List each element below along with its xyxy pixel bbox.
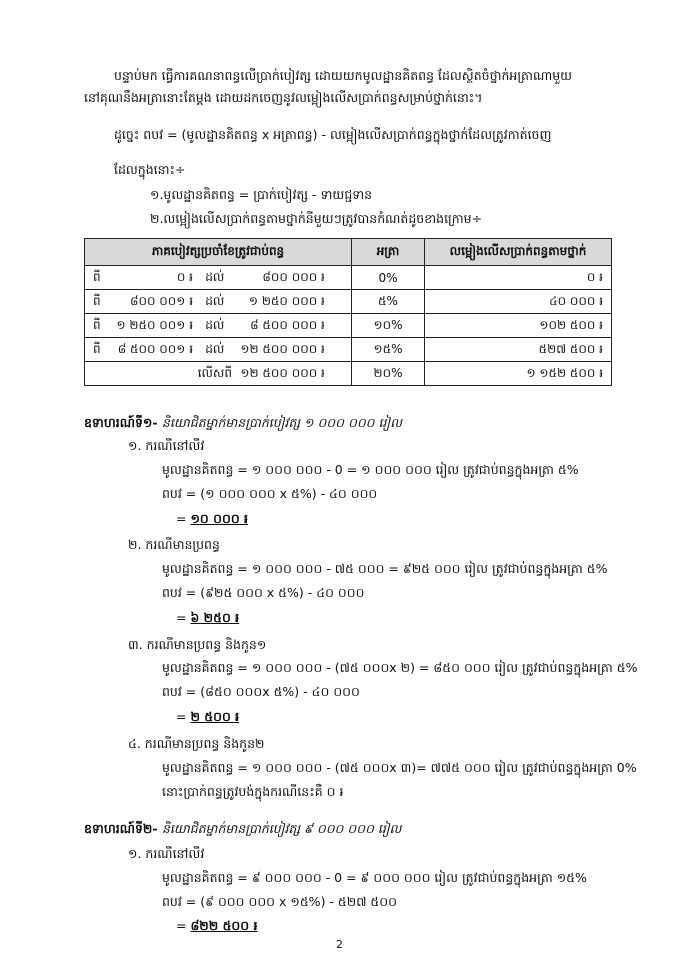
case-calc: ពបវ = (៩ ០០០ ០០០ x ១៥%) - ៥២៧ ៥០០ xyxy=(162,894,397,909)
header-income-range: ភាគបៀវត្សប្រចាំខែត្រូវជាប់ពន្ធ xyxy=(85,239,352,266)
intro-line-2: នៅគុណនឹងអត្រានោះតែម្តង ដោយដកចេញនូវលម្អៀងលើសប្រាក់ពន្ធសម្រាប់ថ្នាក់នោះ។ xyxy=(84,90,483,105)
case-heading: ៤. ករណីមានប្រពន្ធ និងកូន២ xyxy=(128,736,265,751)
rate-cell: ១០% xyxy=(352,314,425,338)
table-row xyxy=(85,314,612,338)
range-from: ពី xyxy=(93,317,101,332)
range-to: ដល់ xyxy=(205,269,225,284)
range-cell xyxy=(85,314,352,338)
header-deduction: លម្អៀងលើសប្រាក់ពន្ធតាមថ្នាក់ xyxy=(425,239,612,266)
case-result: = ៨២២ ៥០០ ៛ xyxy=(176,918,258,933)
tax-rate-table xyxy=(84,238,612,386)
case-calc: ពបវ = (៨៥០ ០០០x ៥%) - ៤០ ០០០ xyxy=(162,684,360,699)
case-base: មូលដ្ឋានគិតពន្ធ = ១ ០០០ ០០០ - ៧៥ ០០០ = ៩២៥ ០០០ រៀល ត្រូវជាប់ពន្ធក្នុងអត្រា ៥% xyxy=(162,561,608,576)
range-to: ដល់ xyxy=(205,341,225,356)
definition-2: ២.លម្អៀងលើសប្រាក់ពន្ធតាមថ្នាក់នីមួយៗត្រូវបានកំណត់ដូចខាងក្រោម÷ xyxy=(150,211,483,226)
case-note: នោះប្រាក់ពន្ធត្រូវបង់ក្នុងករណីនេះគឺ ០ ៛ xyxy=(162,784,344,799)
range-from: ពី xyxy=(93,341,101,356)
range-cell xyxy=(85,338,352,362)
range-low: ១ ២៥០ ០០១ ៛ xyxy=(116,317,193,332)
range-high: ១២ ៥០០ ០០០ ៛ xyxy=(240,365,325,380)
range-cell xyxy=(85,290,352,314)
table-row xyxy=(85,266,612,290)
table-row xyxy=(85,362,612,386)
range-high: ១២ ៥០០ ០០០ ៛ xyxy=(240,341,325,356)
example-2-title: និយោជិតម្នាក់មានប្រាក់បៀវត្ស ៩ ០០០ ០០០ រៀល xyxy=(161,821,402,836)
example-2-heading xyxy=(84,820,401,838)
case-heading: ៣. ករណីមានប្រពន្ធ និងកូន១ xyxy=(128,637,267,652)
case-base: មូលដ្ឋានគិតពន្ធ = ៩ ០០០ ០០០ - 0 = ៩ ០០០ ០០០ រៀល ត្រូវជាប់ពន្ធក្នុងអត្រា ១៥% xyxy=(162,870,587,885)
case-heading: ១. ករណីនៅលីវ xyxy=(128,846,205,861)
range-high: ១ ២៥០ ០០០ ៛ xyxy=(248,293,325,308)
intro-line-1: បន្ទាប់មក ធ្វើការគណនាពន្ធលើប្រាក់បៀវត្ស ដោយយកមូលដ្ឋានគិតពន្ធ ដែលស្ថិតចំថ្នាក់អត្រាណាមួយ xyxy=(114,68,573,83)
formula-continuation: ដែលក្នុងនោះ÷ xyxy=(114,162,186,177)
range-high: ៨ ៥០០ ០០០ ៛ xyxy=(250,317,325,332)
deduction-cell: ០ ៛ xyxy=(425,266,612,290)
range-to: ដល់ xyxy=(205,293,225,308)
rate-cell: ១៥% xyxy=(352,338,425,362)
page-number: 2 xyxy=(336,938,343,951)
case-calc: ពបវ = (១ ០០០ ០០០ x ៥%) - ៤០ ០០០ xyxy=(162,486,378,501)
rate-cell: ២០% xyxy=(352,362,425,386)
rate-cell: ៥% xyxy=(352,290,425,314)
result-value: ១០ ០០០ ៛ xyxy=(190,511,248,526)
case-result: = ២ ៥០០ ៛ xyxy=(176,709,240,724)
case-result: = ៦ ២៥០ ៛ xyxy=(176,610,240,625)
case-result: = ១០ ០០០ ៛ xyxy=(176,511,248,526)
range-to: លើសពី xyxy=(197,365,232,380)
deduction-cell: ៥២៧ ៥០០ ៛ xyxy=(425,338,612,362)
definition-1: ១.មូលដ្ឋានគិតពន្ធ = ប្រាក់បៀវត្ស - ទាយជ្ជទាន xyxy=(150,187,373,202)
result-value: ៦ ២៥០ ៛ xyxy=(190,610,240,625)
result-value: ៨២២ ៥០០ ៛ xyxy=(190,918,258,933)
case-base: មូលដ្ឋានគិតពន្ធ = ១ ០០០ ០០០ - (៧៥ ០០០x ៣)= ៧៧៥ ០០០ រៀល ត្រូវជាប់ពន្ធក្នុងអត្រា 0% xyxy=(162,760,637,775)
case-heading: ១. ករណីនៅលីវ xyxy=(128,438,205,453)
header-rate: អត្រា xyxy=(352,239,425,266)
deduction-cell: ១០២ ៥០០ ៛ xyxy=(425,314,612,338)
example-1-title: និយោជិតម្នាក់មានប្រាក់បៀវត្ស ១ ០០០ ០០០ រៀល xyxy=(161,415,403,430)
range-low: ៨០០ ០០១ ៛ xyxy=(130,293,193,308)
deduction-cell: ៤០ ០០០ ៛ xyxy=(425,290,612,314)
example-2-label: ឧទាហរណ៍ទី២- xyxy=(84,821,158,836)
range-to: ដល់ xyxy=(205,317,225,332)
range-from: ពី xyxy=(93,293,101,308)
range-from: ពី xyxy=(93,269,101,284)
range-low: ៨ ៥០០ ០០១ ៛ xyxy=(117,341,193,356)
table-header-row xyxy=(85,239,612,266)
range-high: ៨០០ ០០០ ៛ xyxy=(262,269,325,284)
rate-cell: 0% xyxy=(352,266,425,290)
range-low: ០ ៛ xyxy=(176,269,193,284)
deduction-cell: ១ ១៥២ ៥០០ ៛ xyxy=(425,362,612,386)
range-cell xyxy=(85,266,352,290)
table-row xyxy=(85,290,612,314)
case-heading: ២. ករណីមានប្រពន្ធ xyxy=(128,537,220,552)
range-cell xyxy=(85,362,352,386)
table-row xyxy=(85,338,612,362)
formula-line: ដូច្នេះ ពបវ = (មូលដ្ឋានគិតពន្ធ x អត្រាពន្ធ) - លម្អៀងលើសប្រាក់ពន្ធក្នុងថ្នាក់ដែលត្រូវកាត់ចេញ xyxy=(114,127,552,142)
case-base: មូលដ្ឋានគិតពន្ធ = ១ ០០០ ០០០ - 0 = ១ ០០០ ០០០ រៀល ត្រូវជាប់ពន្ធក្នុងអត្រា ៥% xyxy=(162,462,579,477)
case-calc: ពបវ = (៩២៥ ០០០ x ៥%) - ៤០ ០០០ xyxy=(162,585,365,600)
result-value: ២ ៥០០ ៛ xyxy=(190,709,240,724)
example-1-heading xyxy=(84,414,402,432)
example-1-label: ឧទាហរណ៍ទី១- xyxy=(84,415,158,430)
case-base: មូលដ្ឋានគិតពន្ធ = ១ ០០០ ០០០ - (៧៥ ០០០x ២) = ៨៥០ ០០០ រៀល ត្រូវជាប់ពន្ធក្នុងអត្រា ៥% xyxy=(162,660,638,675)
